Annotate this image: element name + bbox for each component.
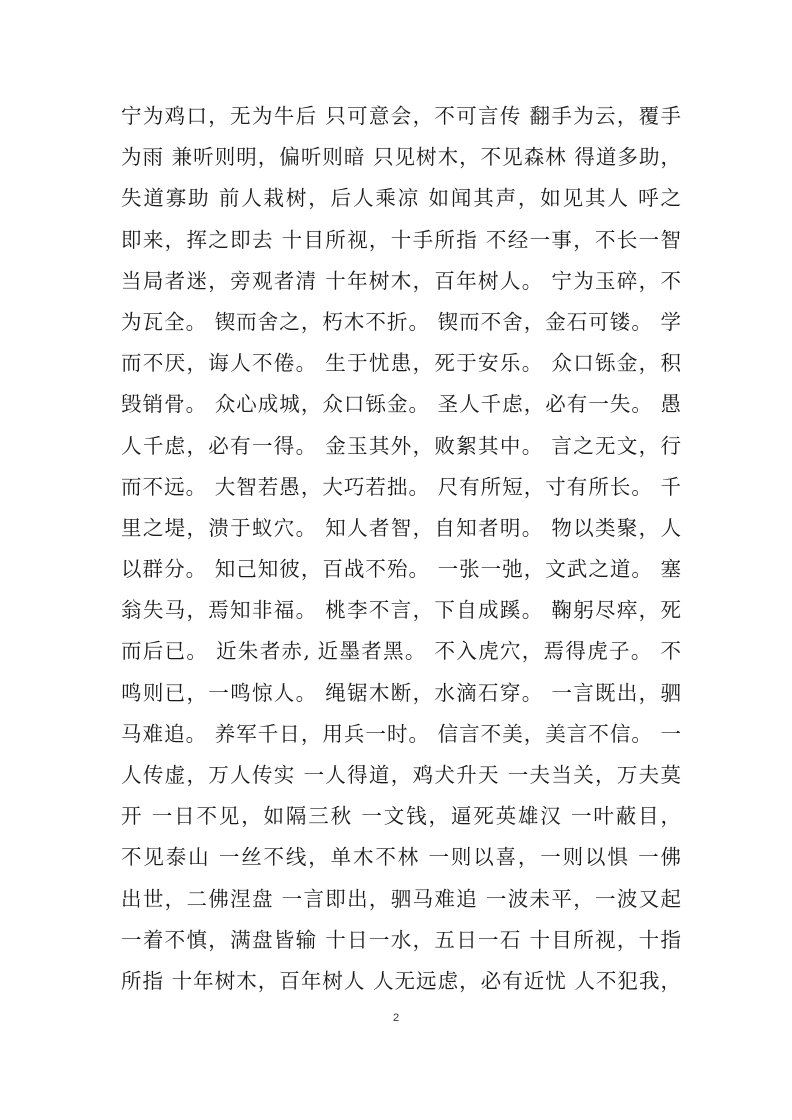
text-line: 所指 十年树木，百年树人 人无远虑，必有近忧 人不犯我， bbox=[121, 968, 681, 993]
text-line: 人千虑，必有一得。 金玉其外，败絮其中。 言之无文，行 bbox=[121, 433, 681, 458]
text-line: 不见泰山 一丝不线，单木不林 一则以喜，一则以惧 一佛 bbox=[121, 845, 681, 870]
text-line: 一着不慎，满盘皆输 十日一水，五日一石 十目所视，十指 bbox=[121, 927, 681, 952]
text-line: 为瓦全。 锲而舍之，朽木不折。 锲而不舍，金石可镂。 学 bbox=[121, 309, 681, 334]
text-line: 鸣则已，一鸣惊人。 绳锯木断，水滴石穿。 一言既出，驷 bbox=[121, 680, 681, 705]
body-text bbox=[121, 96, 681, 1002]
text-line: 失道寡助 前人栽树，后人乘凉 如闻其声，如见其人 呼之 bbox=[121, 186, 681, 211]
text-line: 当局者迷，旁观者清 十年树木，百年树人。 宁为玉碎，不 bbox=[121, 268, 681, 293]
page-number: 2 bbox=[392, 1012, 400, 1024]
text-line: 里之堤，溃于蚁穴。 知人者智，自知者明。 物以类聚，人 bbox=[121, 515, 681, 540]
text-line: 人传虚，万人传实 一人得道，鸡犬升天 一夫当关，万夫莫 bbox=[121, 763, 681, 787]
text-line: 开 一日不见，如隔三秋 一文钱，逼死英雄汉 一叶蔽目， bbox=[121, 804, 681, 829]
text-line: 即来，挥之即去 十目所视，十手所指 不经一事，不长一智 bbox=[121, 227, 681, 252]
text-line: 宁为鸡口，无为牛后 只可意会，不可言传 翻手为云，覆手 bbox=[121, 104, 681, 128]
text-line: 翁失马，焉知非福。 桃李不言，下自成蹊。 鞠躬尽瘁，死 bbox=[121, 598, 681, 623]
text-line: 马难追。 养军千日，用兵一时。 信言不美，美言不信。 一 bbox=[121, 721, 681, 746]
text-line: 而后已。 近朱者赤, 近墨者黑。 不入虎穴，焉得虎子。 不 bbox=[121, 639, 681, 664]
text-line: 出世，二佛涅盘 一言即出，驷马难追 一波未平，一波又起 bbox=[121, 886, 681, 911]
text-line: 而不厌，诲人不倦。 生于忧患，死于安乐。 众口铄金，积 bbox=[121, 351, 681, 376]
text-line: 以群分。 知己知彼，百战不殆。 一张一弛，文武之道。 塞 bbox=[121, 557, 681, 582]
text-line: 为雨 兼听则明，偏听则暗 只见树木，不见森林 得道多助， bbox=[121, 145, 681, 170]
text-line: 而不远。 大智若愚，大巧若拙。 尺有所短，寸有所长。 千 bbox=[121, 474, 681, 499]
text-line: 毁销骨。 众心成城，众口铄金。 圣人千虑，必有一失。 愚 bbox=[121, 392, 681, 417]
